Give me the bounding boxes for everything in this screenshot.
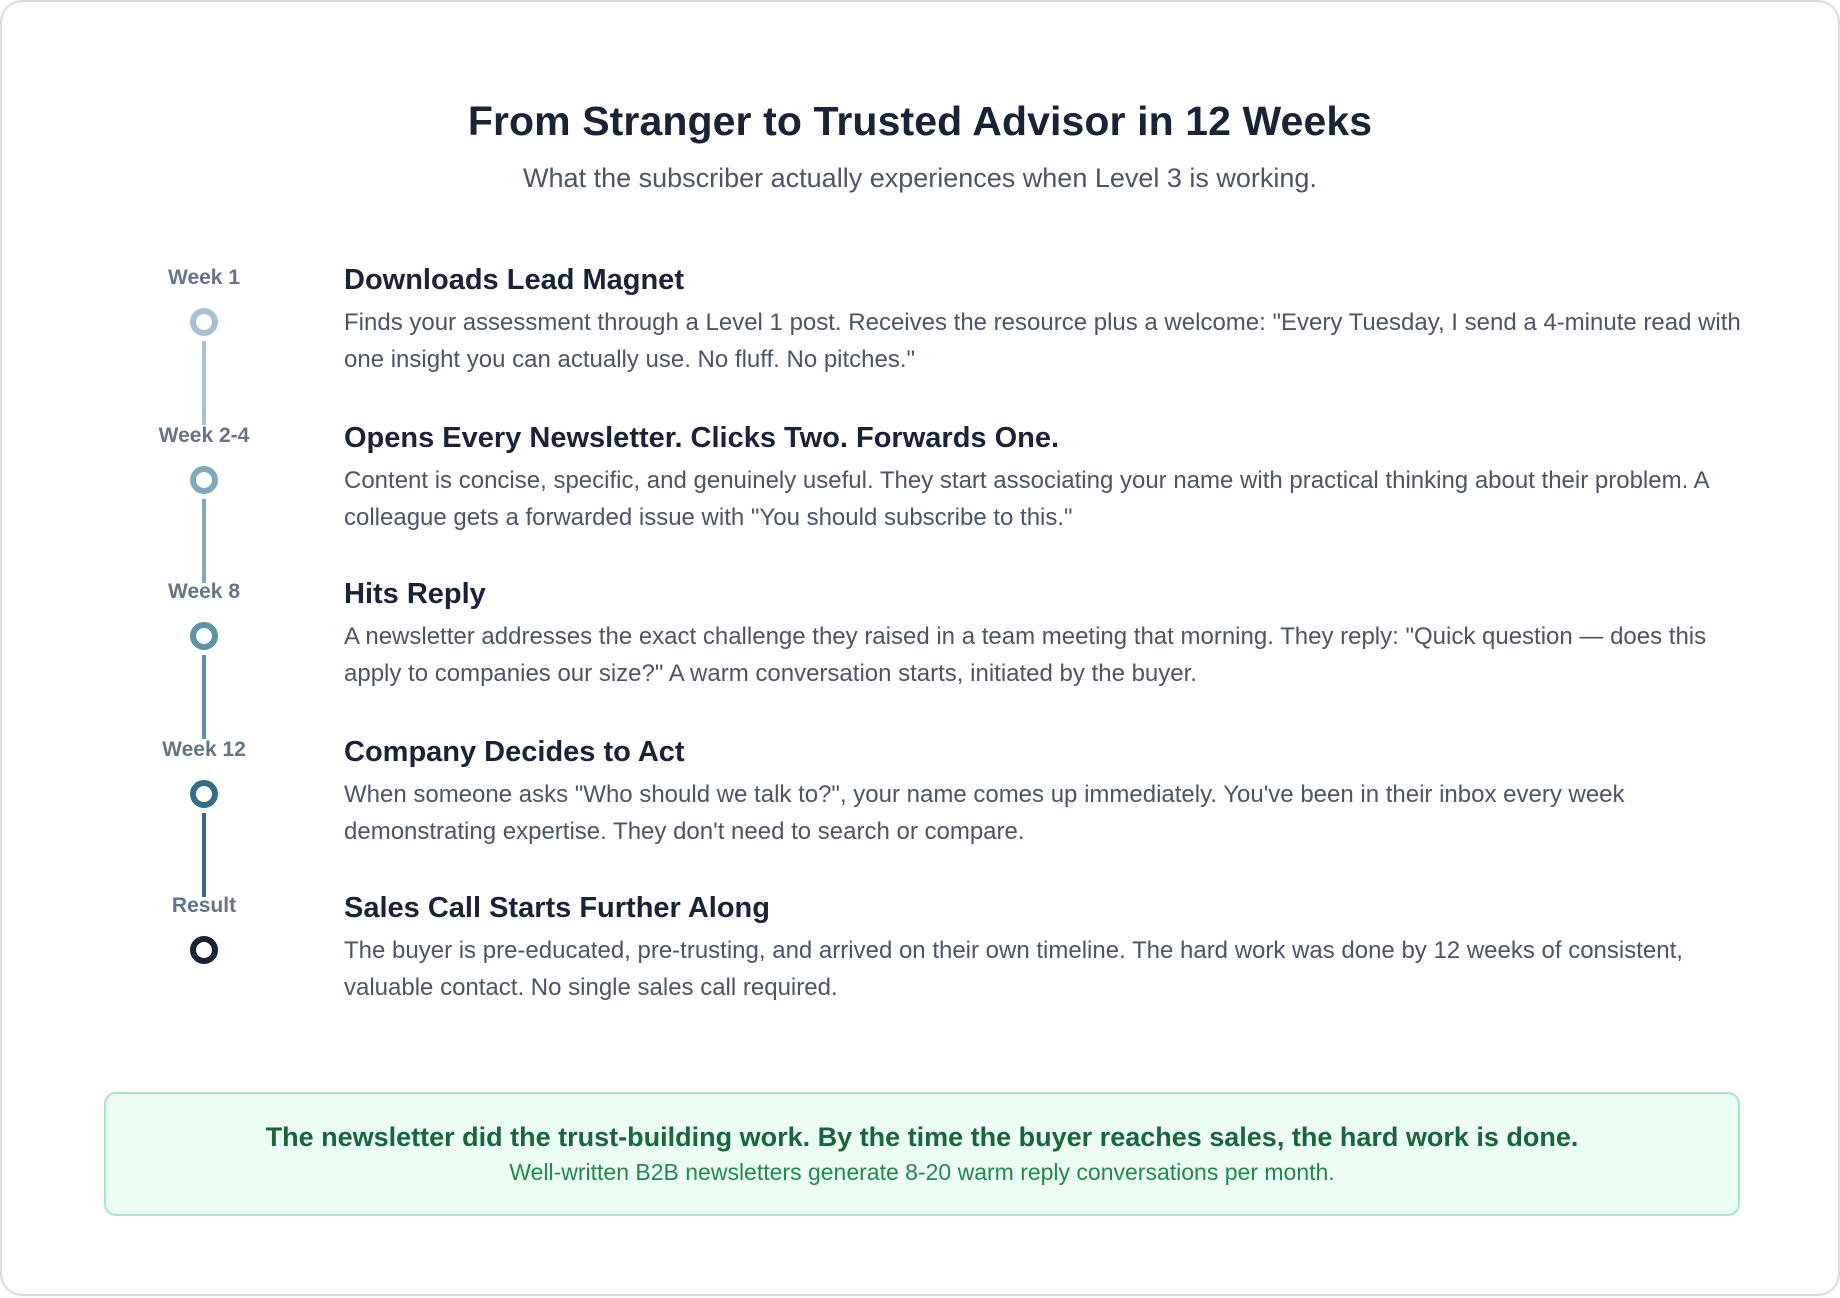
timeline-node-icon <box>190 622 218 650</box>
step-title: Opens Every Newsletter. Clicks Two. Forwards One. <box>344 422 1060 454</box>
step-title: Hits Reply <box>344 578 486 610</box>
step-week-label: Week 8 <box>168 580 240 603</box>
timeline-connector <box>202 655 206 739</box>
timeline-node-icon <box>190 466 218 494</box>
step-week-label: Week 2-4 <box>158 424 250 447</box>
step-week-label: Result <box>171 894 237 917</box>
step-title: Company Decides to Act <box>344 736 685 768</box>
step-title: Sales Call Starts Further Along <box>344 892 770 924</box>
step-description: When someone asks "Who should we talk to?", your name comes up immediately. You've been in their inbox every week demonstrating expertise. They don't need to search or compare. <box>344 781 1625 845</box>
timeline-connector <box>202 499 206 583</box>
step-description: A newsletter addresses the exact challenge they raised in a team meeting that morning. They reply: "Quick question — does this apply to companies our size?" A warm conversation starts, initiated by the buyer. <box>344 623 1707 687</box>
step-description: Finds your assessment through a Level 1 post. Receives the resource plus a welcome: "Every Tuesday, I send a 4-minute read with one insight you can actually use. No fluff. No pitches." <box>344 309 1741 373</box>
page-title: From Stranger to Trusted Advisor in 12 Weeks <box>467 98 1373 144</box>
callout-subtext: Well-written B2B newsletters generate 8-20 warm reply conversations per month. <box>509 1159 1335 1185</box>
callout-headline: The newsletter did the trust-building work. By the time the buyer reaches sales, the hard work is done. <box>265 1122 1579 1152</box>
step-description: The buyer is pre-educated, pre-trusting, and arrived on their own timeline. The hard work was done by 12 weeks of consistent, valuable contact. No single sales call required. <box>344 937 1683 1001</box>
summary-callout <box>104 1092 1740 1216</box>
timeline-node-icon <box>190 780 218 808</box>
timeline-node-icon <box>190 308 218 336</box>
step-title: Downloads Lead Magnet <box>344 264 684 296</box>
step-week-label: Week 1 <box>168 266 240 289</box>
timeline-connector <box>202 813 206 897</box>
timeline-connector <box>202 341 206 425</box>
timeline-node-icon <box>190 936 218 964</box>
page-subtitle: What the subscriber actually experiences when Level 3 is working. <box>523 163 1317 193</box>
step-week-label: Week 12 <box>162 738 246 761</box>
step-description: Content is concise, specific, and genuinely useful. They start associating your name with practical thinking about their problem. A colleague gets a forwarded issue with "You should subscribe to this." <box>344 467 1709 531</box>
